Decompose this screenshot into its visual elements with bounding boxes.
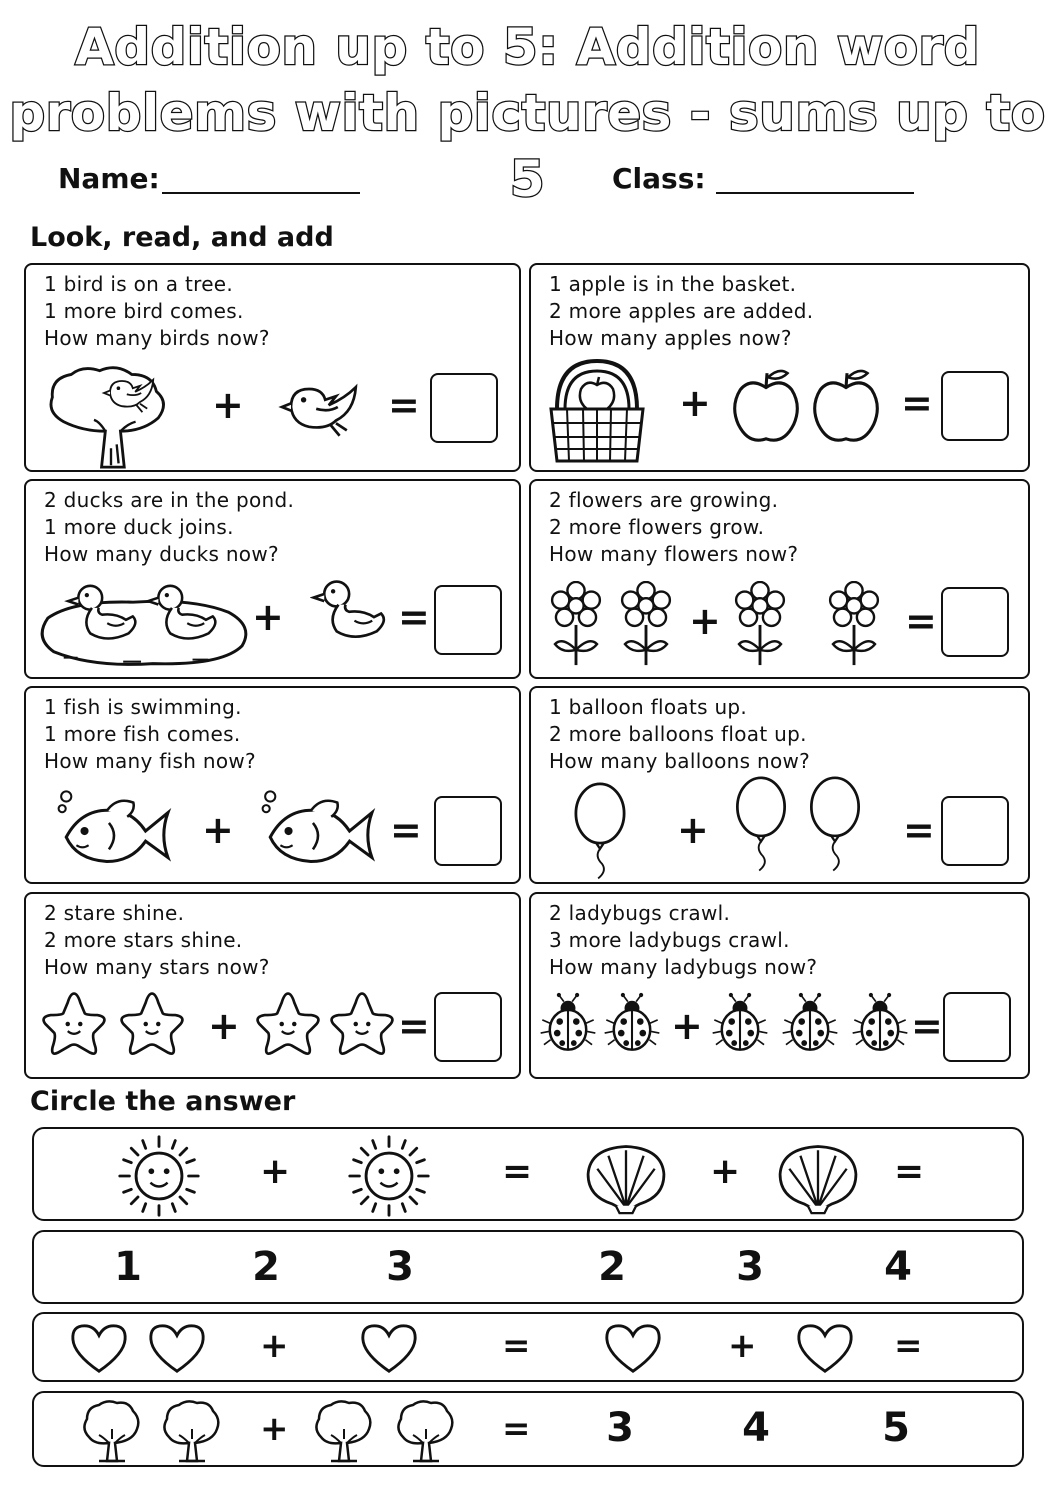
equals-sign: = xyxy=(502,1151,533,1192)
answer-box[interactable] xyxy=(434,796,502,866)
star-icon xyxy=(116,990,188,1058)
flower-icon xyxy=(825,581,883,667)
answer-box[interactable] xyxy=(943,992,1011,1062)
problem-card-ladybugs xyxy=(529,892,1030,1079)
section-title-circle-answer: Circle the answer xyxy=(30,1086,296,1117)
plus-sign: + xyxy=(202,808,234,852)
answer-choice[interactable]: 3 xyxy=(606,1405,634,1451)
flower-icon xyxy=(547,581,605,667)
equals-sign: = xyxy=(502,1326,531,1366)
problem-card-flowers xyxy=(529,479,1030,679)
star-icon xyxy=(326,990,398,1058)
plus-sign: + xyxy=(679,381,711,425)
heart-icon xyxy=(360,1322,418,1374)
heart-icon xyxy=(70,1322,128,1374)
problem-text: 2 ladybugs crawl. 3 more ladybugs crawl. How many ladybugs now? xyxy=(549,901,818,979)
answer-choice[interactable]: 2 xyxy=(598,1244,626,1290)
circle-row-number-choices xyxy=(32,1230,1024,1304)
heart-icon xyxy=(604,1322,662,1374)
circle-row-suns-shells xyxy=(32,1127,1024,1221)
class-field[interactable] xyxy=(716,192,914,194)
equals-sign: = xyxy=(398,1004,430,1048)
plus-sign: + xyxy=(677,808,709,852)
equals-sign: = xyxy=(911,1004,943,1048)
ladybug-icon xyxy=(603,992,661,1056)
answer-choice[interactable]: 4 xyxy=(884,1244,912,1290)
heart-icon xyxy=(796,1322,854,1374)
plus-sign: + xyxy=(260,1326,289,1366)
tree-with-bird-icon xyxy=(42,365,180,469)
problem-text: 1 bird is on a tree. 1 more bird comes. How many birds now? xyxy=(44,272,270,350)
fish-icon xyxy=(256,788,378,870)
equals-sign: = xyxy=(894,1151,925,1192)
answer-box[interactable] xyxy=(434,585,502,655)
problem-text: 2 stare shine. 2 more stars shine. How many stars now? xyxy=(44,901,270,979)
answer-box[interactable] xyxy=(941,796,1009,866)
answer-choice[interactable]: 2 xyxy=(252,1244,280,1290)
plus-sign: + xyxy=(252,595,284,639)
heart-icon xyxy=(148,1322,206,1374)
answer-choice[interactable]: 3 xyxy=(736,1244,764,1290)
apple-icon xyxy=(809,365,883,447)
equals-sign: = xyxy=(398,595,430,639)
ladybug-icon xyxy=(781,992,839,1056)
sun-icon xyxy=(116,1133,202,1219)
answer-box[interactable] xyxy=(434,992,502,1062)
tree-icon xyxy=(160,1399,222,1463)
answer-box[interactable] xyxy=(430,373,498,443)
problem-text: 2 flowers are growing. 2 more flowers grow. How many flowers now? xyxy=(549,488,799,566)
star-icon xyxy=(252,990,324,1058)
balloon-icon xyxy=(807,776,863,876)
equals-sign: = xyxy=(390,808,422,852)
star-icon xyxy=(38,990,110,1058)
equals-sign: = xyxy=(901,381,933,425)
problem-card-stars xyxy=(24,892,521,1079)
answer-box[interactable] xyxy=(941,371,1009,441)
plus-sign: + xyxy=(689,599,721,643)
answer-choice[interactable]: 3 xyxy=(386,1244,414,1290)
equals-sign: = xyxy=(894,1326,923,1366)
equals-sign: = xyxy=(905,599,937,643)
sun-icon xyxy=(346,1133,432,1219)
ladybug-icon xyxy=(539,992,597,1056)
plus-sign: + xyxy=(260,1151,291,1192)
tree-icon xyxy=(312,1399,374,1463)
name-label: Name: xyxy=(58,162,160,195)
plus-sign: + xyxy=(671,1004,703,1048)
problem-card-birds xyxy=(24,263,521,472)
page-title-line-2: problems with pictures - sums up to 5 xyxy=(9,84,1046,208)
fish-icon xyxy=(52,788,174,870)
problem-text: 1 balloon floats up. 2 more balloons float up. How many balloons now? xyxy=(549,695,811,773)
problem-text: 1 fish is swimming. 1 more fish comes. How many fish now? xyxy=(44,695,256,773)
section-title-look-read-add: Look, read, and add xyxy=(30,222,334,253)
page-title-line-1: Addition up to 5: Addition word xyxy=(75,18,980,76)
duck-icon xyxy=(310,573,390,647)
apple-icon xyxy=(729,365,803,447)
plus-sign: + xyxy=(728,1326,757,1366)
tree-icon xyxy=(394,1399,456,1463)
answer-choice[interactable]: 1 xyxy=(114,1244,142,1290)
equals-sign: = xyxy=(388,383,420,427)
circle-row-hearts xyxy=(32,1312,1024,1382)
answer-choice[interactable]: 4 xyxy=(742,1405,770,1451)
plus-sign: + xyxy=(260,1409,289,1449)
flower-icon xyxy=(617,581,675,667)
balloon-icon xyxy=(571,782,629,884)
flower-icon xyxy=(731,581,789,667)
tree-icon xyxy=(80,1399,142,1463)
answer-choice[interactable]: 5 xyxy=(882,1405,910,1451)
shell-icon xyxy=(776,1141,860,1215)
problem-card-ducks xyxy=(24,479,521,679)
plus-sign: + xyxy=(710,1151,741,1192)
equals-sign: = xyxy=(502,1409,531,1449)
bird-icon xyxy=(272,371,364,443)
answer-box[interactable] xyxy=(941,587,1009,657)
class-label: Class: xyxy=(612,162,706,195)
balloon-icon xyxy=(733,776,789,876)
plus-sign: + xyxy=(212,383,244,427)
problem-card-apples xyxy=(529,263,1030,472)
shell-icon xyxy=(584,1141,668,1215)
problem-text: 1 apple is in the basket. 2 more apples are added. How many apples now? xyxy=(549,272,814,350)
pond-with-ducks-icon xyxy=(34,575,252,671)
problem-text: 2 ducks are in the pond. 1 more duck joins. How many ducks now? xyxy=(44,488,295,566)
ladybug-icon xyxy=(711,992,769,1056)
basket-icon xyxy=(545,357,649,467)
problem-card-balloons xyxy=(529,686,1030,884)
plus-sign: + xyxy=(208,1004,240,1048)
problem-card-fish xyxy=(24,686,521,884)
name-field[interactable] xyxy=(162,192,360,194)
ladybug-icon xyxy=(851,992,909,1056)
circle-row-trees xyxy=(32,1391,1024,1467)
equals-sign: = xyxy=(903,808,935,852)
